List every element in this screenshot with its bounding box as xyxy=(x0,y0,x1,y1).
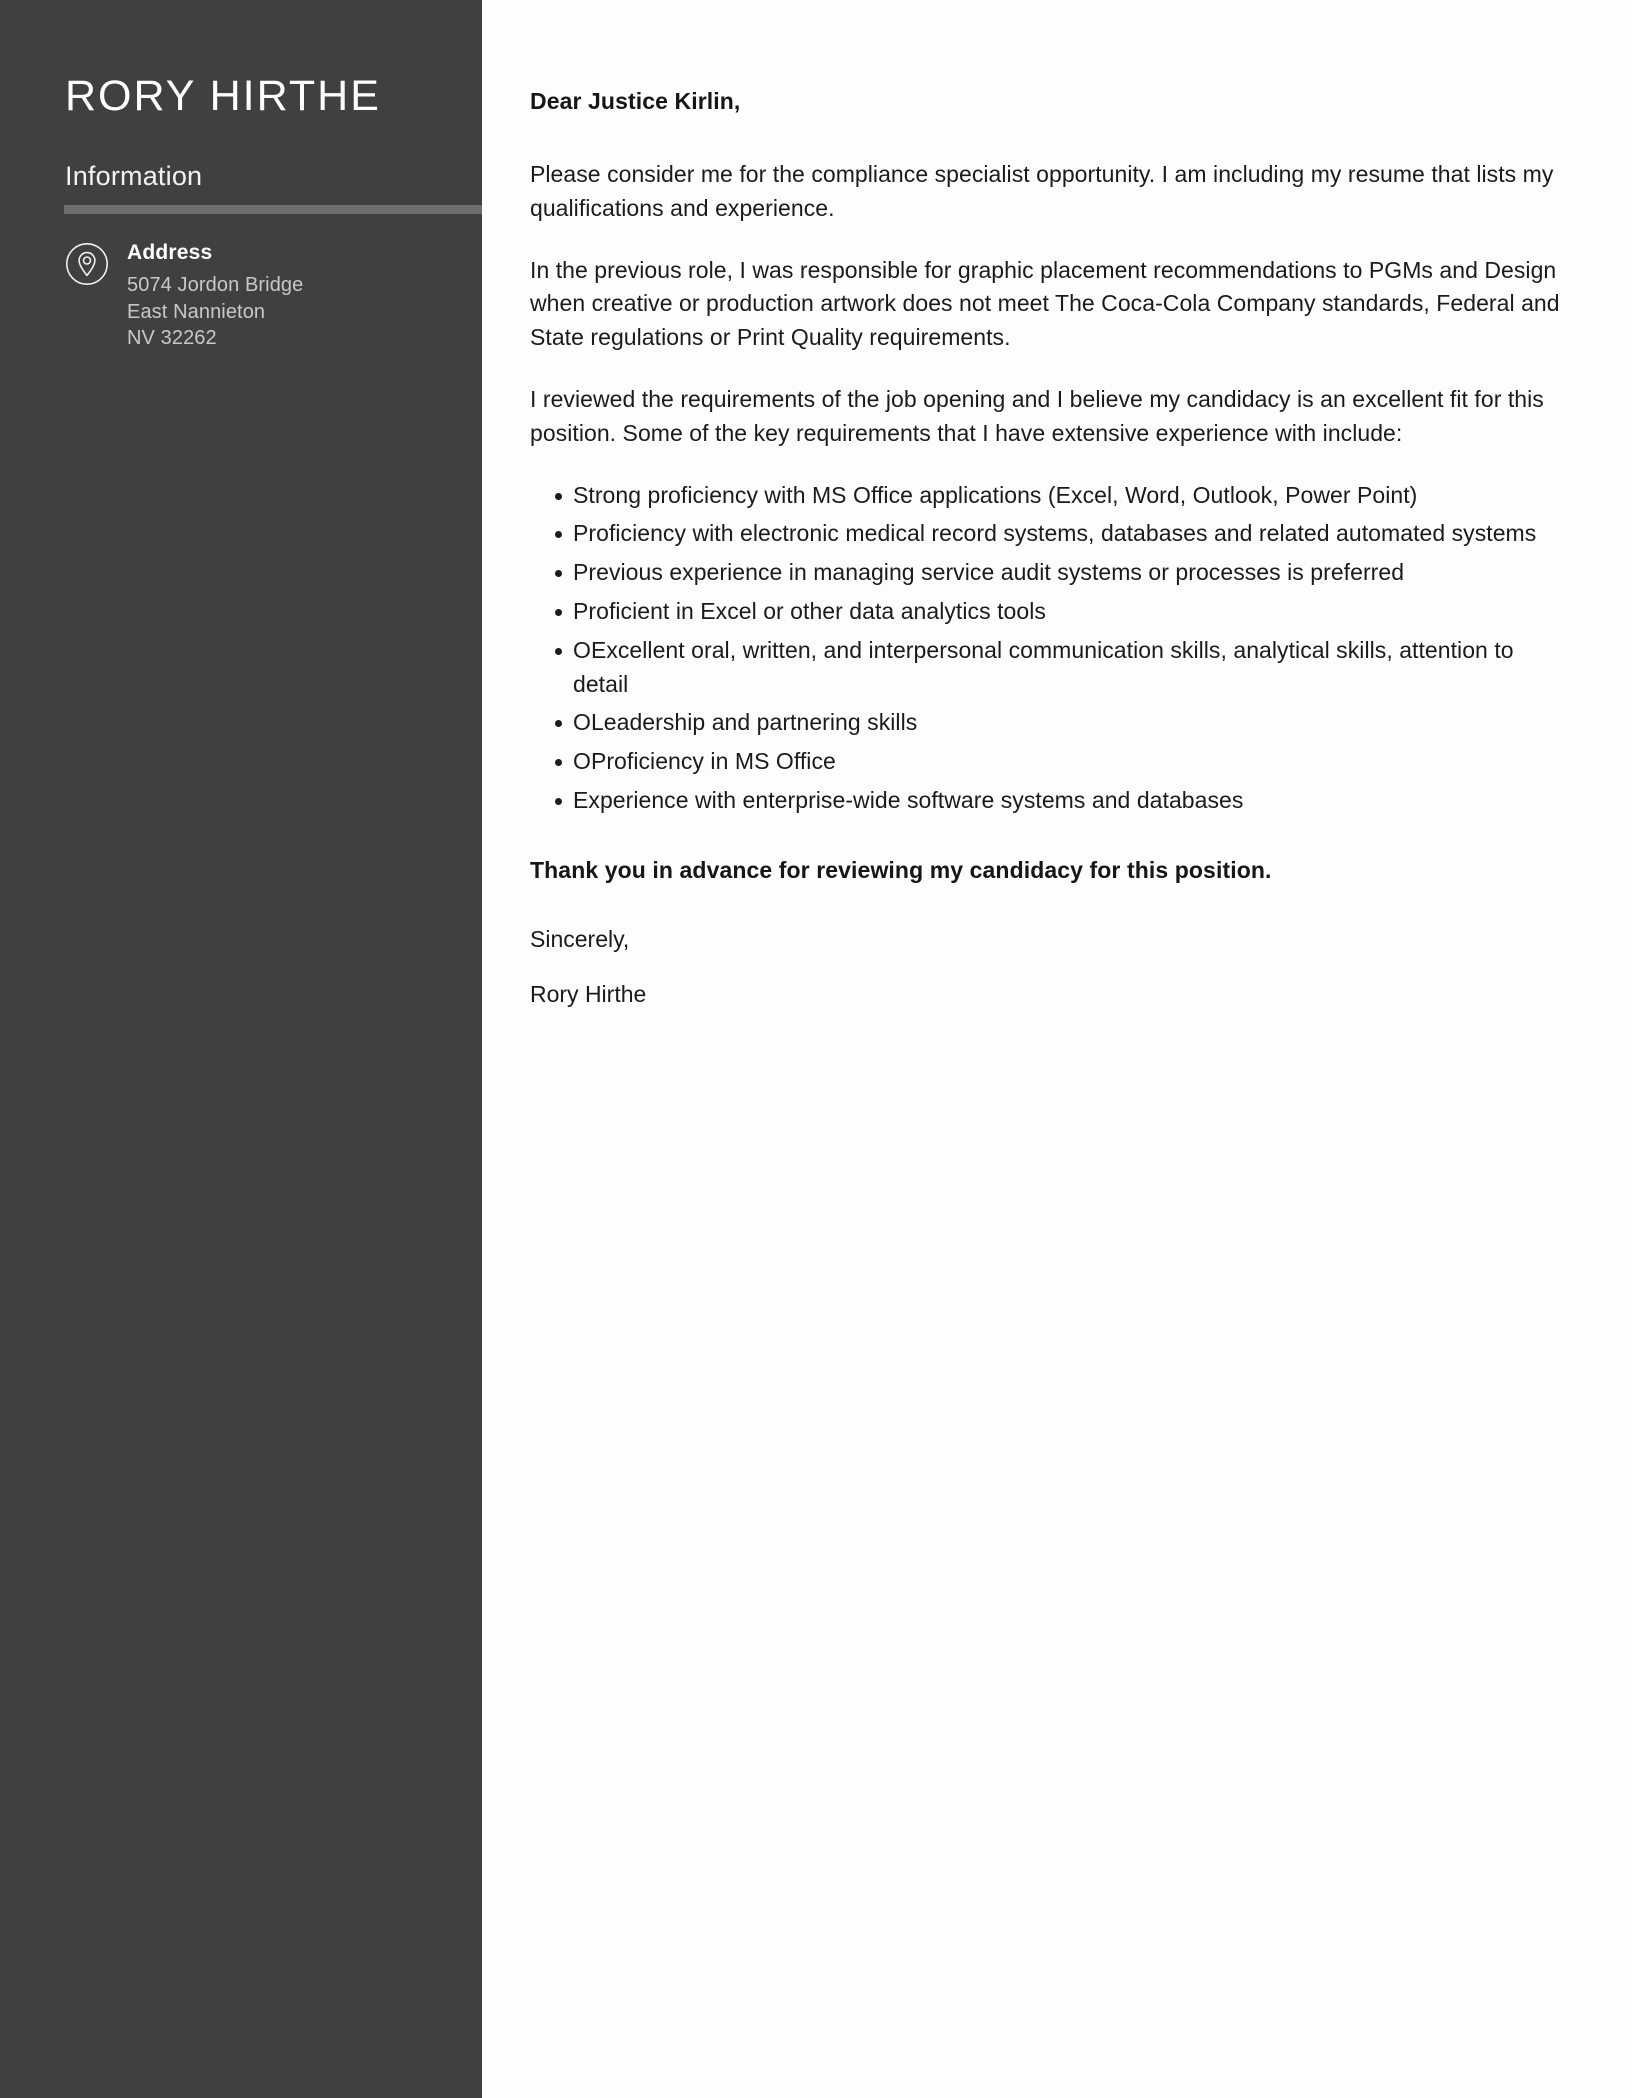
salutation: Dear Justice Kirlin, xyxy=(530,88,741,114)
list-item: OProficiency in MS Office xyxy=(530,745,1560,779)
contact-label-address: Address xyxy=(127,241,213,264)
section-divider xyxy=(64,205,482,214)
letter-body xyxy=(482,0,1632,2098)
address-line-city: East Nannieton xyxy=(127,300,266,323)
list-item: Strong proficiency with MS Office applications (Excel, Word, Outlook, Power Point) xyxy=(530,479,1560,513)
list-item: OLeadership and partnering skills xyxy=(530,706,1560,740)
address-line-state-zip: NV 32262 xyxy=(127,327,217,350)
section-title-information: Information xyxy=(65,161,203,191)
sign-off: Sincerely, xyxy=(530,926,630,953)
paragraph-requirements-intro: I reviewed the requirements of the job opening and I believe my candidacy is an excellent fit for this position. Some of the key requirements that I have extensive experience with include: xyxy=(530,386,1544,446)
candidate-name: RORY HIRTHE xyxy=(65,72,381,120)
paragraph-previous-role: In the previous role, I was responsible for graphic placement recommendations to PGMs and Design when creative or production artwork does not meet The Coca-Cola Company standards, Federal and State regulations or Print Quality requirements. xyxy=(530,256,1560,351)
contact-text-group xyxy=(127,240,303,351)
list-item: Previous experience in managing service audit systems or processes is preferred xyxy=(530,556,1560,590)
signature-name: Rory Hirthe xyxy=(530,981,647,1008)
paragraph-intro: Please consider me for the compliance specialist opportunity. I am including my resume that lists my qualifications and experience. xyxy=(530,161,1554,221)
list-item: Proficient in Excel or other data analytics tools xyxy=(530,595,1560,629)
thank-you-line: Thank you in advance for reviewing my candidacy for this position. xyxy=(530,856,1272,883)
letter-content xyxy=(530,86,1560,1012)
address-line-street: 5074 Jordon Bridge xyxy=(127,274,304,297)
list-item: Proficiency with electronic medical record systems, databases and related automated systems xyxy=(530,517,1560,551)
list-item: OExcellent oral, written, and interpersonal communication skills, analytical skills, attention to detail xyxy=(530,634,1560,702)
contact-address-block xyxy=(65,240,465,351)
requirements-list xyxy=(530,479,1560,818)
list-item: Experience with enterprise-wide software systems and databases xyxy=(530,784,1560,818)
sidebar xyxy=(0,0,482,2098)
location-pin-icon xyxy=(65,242,109,286)
